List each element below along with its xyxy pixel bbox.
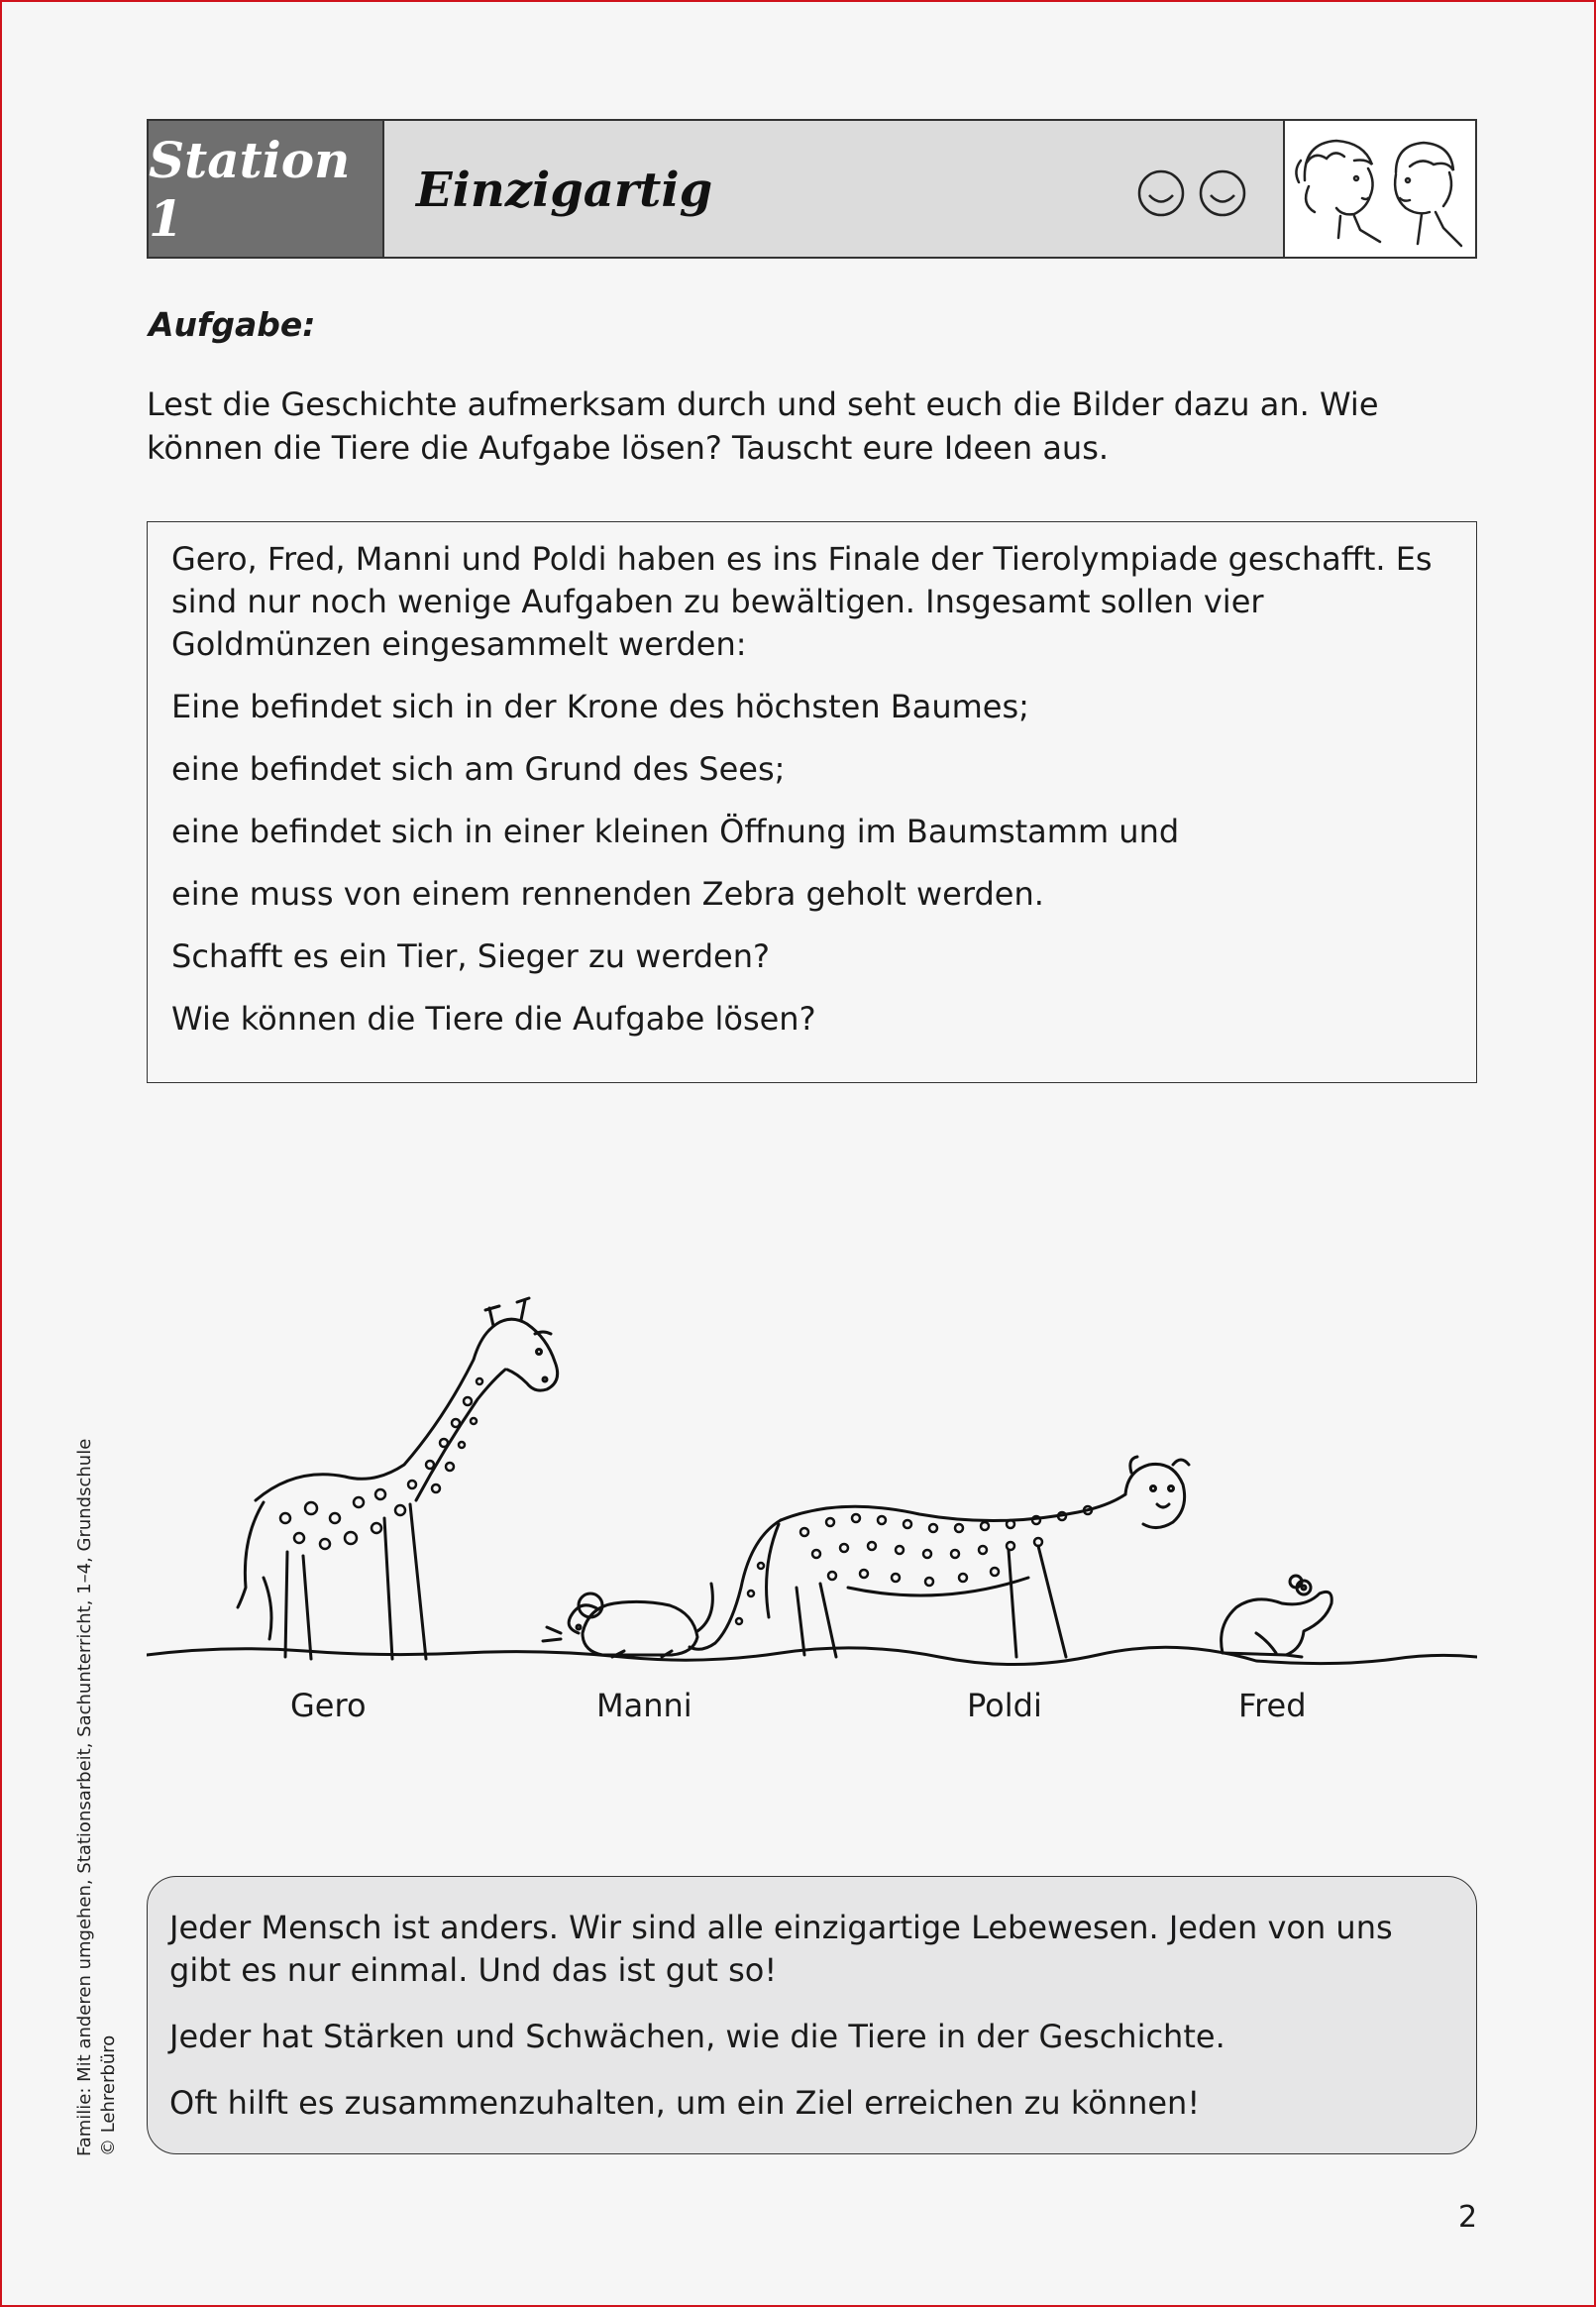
station-label: Station 1	[149, 121, 384, 257]
animal-name-manni: Manni	[596, 1687, 692, 1724]
smiley-icon	[1198, 168, 1247, 218]
smiley-icon	[1136, 168, 1186, 218]
station-header	[147, 119, 1477, 259]
source-line: Familie: Mit anderen umgehen, Stationsarbeit, Sachunterricht, 1–4, Grundschule	[74, 1438, 95, 2156]
task-label: Aufgabe:	[149, 305, 316, 344]
mouse-illustration	[543, 1584, 712, 1657]
story-paragraph: Schafft es ein Tier, Sieger zu werden?	[171, 937, 770, 975]
story-paragraph: eine muss von einem rennenden Zebra geholt werden.	[171, 875, 1044, 913]
cheetah-illustration	[690, 1457, 1189, 1657]
story-paragraph: Eine befindet sich in der Krone des höchsten Baumes;	[171, 688, 1029, 725]
page-number: 2	[1458, 2200, 1478, 2235]
animal-name-fred: Fred	[1238, 1687, 1307, 1724]
station-title: Einzigartig	[416, 163, 713, 218]
animal-name-gero: Gero	[290, 1687, 367, 1724]
task-instruction: Lest die Geschichte aufmerksam durch und seht euch die Bilder dazu an. Wie können die Tiere die Aufgabe lösen? Tauscht eure Ideen aus.	[147, 385, 1379, 467]
giraffe-illustration	[238, 1298, 558, 1659]
message-box	[147, 1876, 1477, 2154]
frog-illustration	[1222, 1576, 1332, 1657]
story-paragraph: eine befindet sich am Grund des Sees;	[171, 750, 786, 788]
difficulty-smileys	[1136, 168, 1247, 218]
source-note	[73, 1439, 121, 2156]
copyright-line: © Lehrerbüro	[98, 2034, 119, 2156]
title-area	[384, 121, 1285, 257]
story-paragraph: eine befindet sich in einer kleinen Öffnung im Baumstamm und	[171, 813, 1180, 850]
animal-illustration	[147, 1290, 1477, 1746]
partner-work-icon	[1285, 121, 1475, 257]
story-box	[147, 521, 1477, 1083]
message-paragraph: Jeder hat Stärken und Schwächen, wie die Tiere in der Geschichte.	[169, 2018, 1225, 2055]
message-paragraph: Jeder Mensch ist anders. Wir sind alle einzigartige Lebewesen. Jeden von uns gibt es nur einmal. Und das ist gut so!	[169, 1909, 1393, 1989]
story-paragraph: Wie können die Tiere die Aufgabe lösen?	[171, 1000, 816, 1038]
message-paragraph: Oft hilft es zusammenzuhalten, um ein Ziel erreichen zu können!	[169, 2084, 1201, 2122]
story-paragraph: Gero, Fred, Manni und Poldi haben es ins Finale der Tierolympiade geschafft. Es sind nur noch wenige Aufgaben zu bewältigen. Insgesamt sollen vier Goldmünzen eingesammelt werden:	[171, 540, 1433, 663]
animal-name-poldi: Poldi	[967, 1687, 1042, 1724]
